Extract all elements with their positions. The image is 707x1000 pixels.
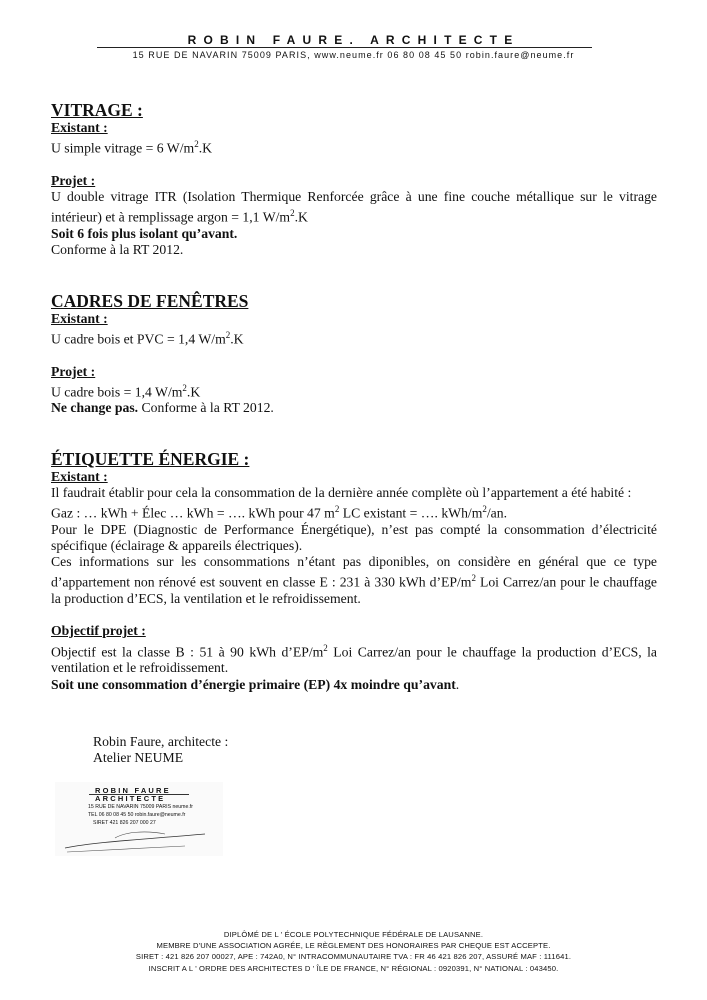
section-title-cadres: CADRES DE FENÊTRES xyxy=(51,290,249,311)
etiquette-p2: Gaz : … kWh + Élec … kWh = …. kWh pour 47 $m^2$ LC existant = …. kWh/$m^2/an$. xyxy=(51,504,508,521)
etiquette-p1: Il faudrait établir pour cela la consommation de la dernière année complète où l’appartement a été habité : xyxy=(51,484,632,500)
stamp-title: ARCHITECTE xyxy=(95,794,166,803)
cadres-existant-text: U cadre bois et PVC = 1,4 $W/m^2.K$ xyxy=(51,329,244,347)
etiquette-p3: Pour le DPE (Diagnostic de Performance Énergétique), n’est pas compté la consommation d’électricité spécifique (éclairage & appareils électriques). xyxy=(51,521,657,554)
vitrage-existant-label: Existant : xyxy=(51,120,108,135)
cadres-projet-text: U cadre bois = 1,4 $W/m^2.K$ xyxy=(51,382,201,400)
vitrage-projet-bold: Soit 6 fois plus isolant qu’avant. xyxy=(51,226,238,242)
stamp-contact: TEL 06 80 08 45 50 robin.faure@neume.fr xyxy=(88,812,186,818)
cadres-projet-conclusion: Ne change pas. Conforme à la RT 2012. xyxy=(51,400,274,416)
stamp-name: ROBIN FAURE xyxy=(95,786,171,795)
vitrage-projet-text: U double vitrage ITR (Isolation Thermique Renforcée grâce à une fine couche métallique sur le vitrage intérieur) et à remplissage argon = 1,1 $W/m^2.K$ xyxy=(51,189,657,225)
etiquette-objectif-label: Objectif projet : xyxy=(51,623,146,639)
letterhead-address: 15 RUE DE NAVARIN 75009 PARIS, www.neume.fr 06 80 08 45 50 robin.faure@neume.fr xyxy=(132,50,575,60)
stamp-siret: SIRET 421 826 207 000 27 xyxy=(93,820,156,826)
footer-line-4: INSCRIT A L ' ORDRE DES ARCHITECTES D ' ÎLE DE FRANCE, N° RÉGIONAL : 0920391, N° NATIONAL : 043450. xyxy=(148,963,559,973)
architect-stamp xyxy=(55,782,223,856)
section-title-etiquette: ÉTIQUETTE ÉNERGIE : xyxy=(51,448,250,469)
signature-scribble xyxy=(55,782,223,856)
section-title-vitrage: VITRAGE : xyxy=(51,100,143,120)
document-body xyxy=(51,100,657,693)
vitrage-projet-conform: Conforme à la RT 2012. xyxy=(51,242,184,258)
footer xyxy=(0,929,707,974)
footer-line-1: DIPLÔMÉ DE L ' ÉCOLE POLYTECHNIQUE FÉDÉRALE DE LAUSANNE. xyxy=(223,930,484,939)
stamp-address: 15 RUE DE NAVARIN 75009 PARIS neume.fr xyxy=(88,804,193,810)
cadres-projet-label: Projet : xyxy=(51,363,96,379)
signature-block xyxy=(93,734,228,766)
vitrage-existant-text: U simple vitrage = 6 $W/m^2.K$ xyxy=(51,139,212,156)
vitrage-projet-label: Projet : xyxy=(51,172,96,188)
etiquette-objectif-conclusion: Soit une consommation d’énergie primaire (EP) 4x moindre qu’avant. xyxy=(51,676,460,692)
letterhead-name: ROBIN FAURE. ARCHITECTE xyxy=(187,33,520,47)
etiquette-p4: Ces informations sur les consommations n’étant pas diponibles, on considère en général que ce type d’appartement non rénové est souvent en classe E : 231 à 330 kWh $d’EP/m^2$ Loi Carrez/an pour le chauffage la production d’ECS, la ventilation et le refroidissement. xyxy=(51,554,657,607)
signature-line-1: Robin Faure, architecte : xyxy=(93,734,229,749)
etiquette-objectif-text: Objectif est la classe B : 51 à 90 kWh $d’EP/m^2$ Loi Carrez/an pour le chauffage la production d’ECS, la ventilation et le refroidissement. xyxy=(51,642,657,676)
footer-line-2: MEMBRE D'UNE ASSOCIATION AGRÉE, LE RÈGLEMENT DES HONORAIRES PAR CHEQUE EST ACCEPTE. xyxy=(156,941,551,951)
signature-line-2: Atelier NEUME xyxy=(93,750,184,766)
letterhead-rule xyxy=(97,47,592,48)
cadres-existant-label: Existant : xyxy=(51,310,108,326)
etiquette-existant-label: Existant : xyxy=(51,468,108,484)
footer-line-3: SIRET : 421 826 207 00027, APE : 742A0, N° INTRACOMMUNAUTAIRE TVA : FR 46 421 826 207, ASSURÉ MAF : 111641. xyxy=(135,952,572,962)
